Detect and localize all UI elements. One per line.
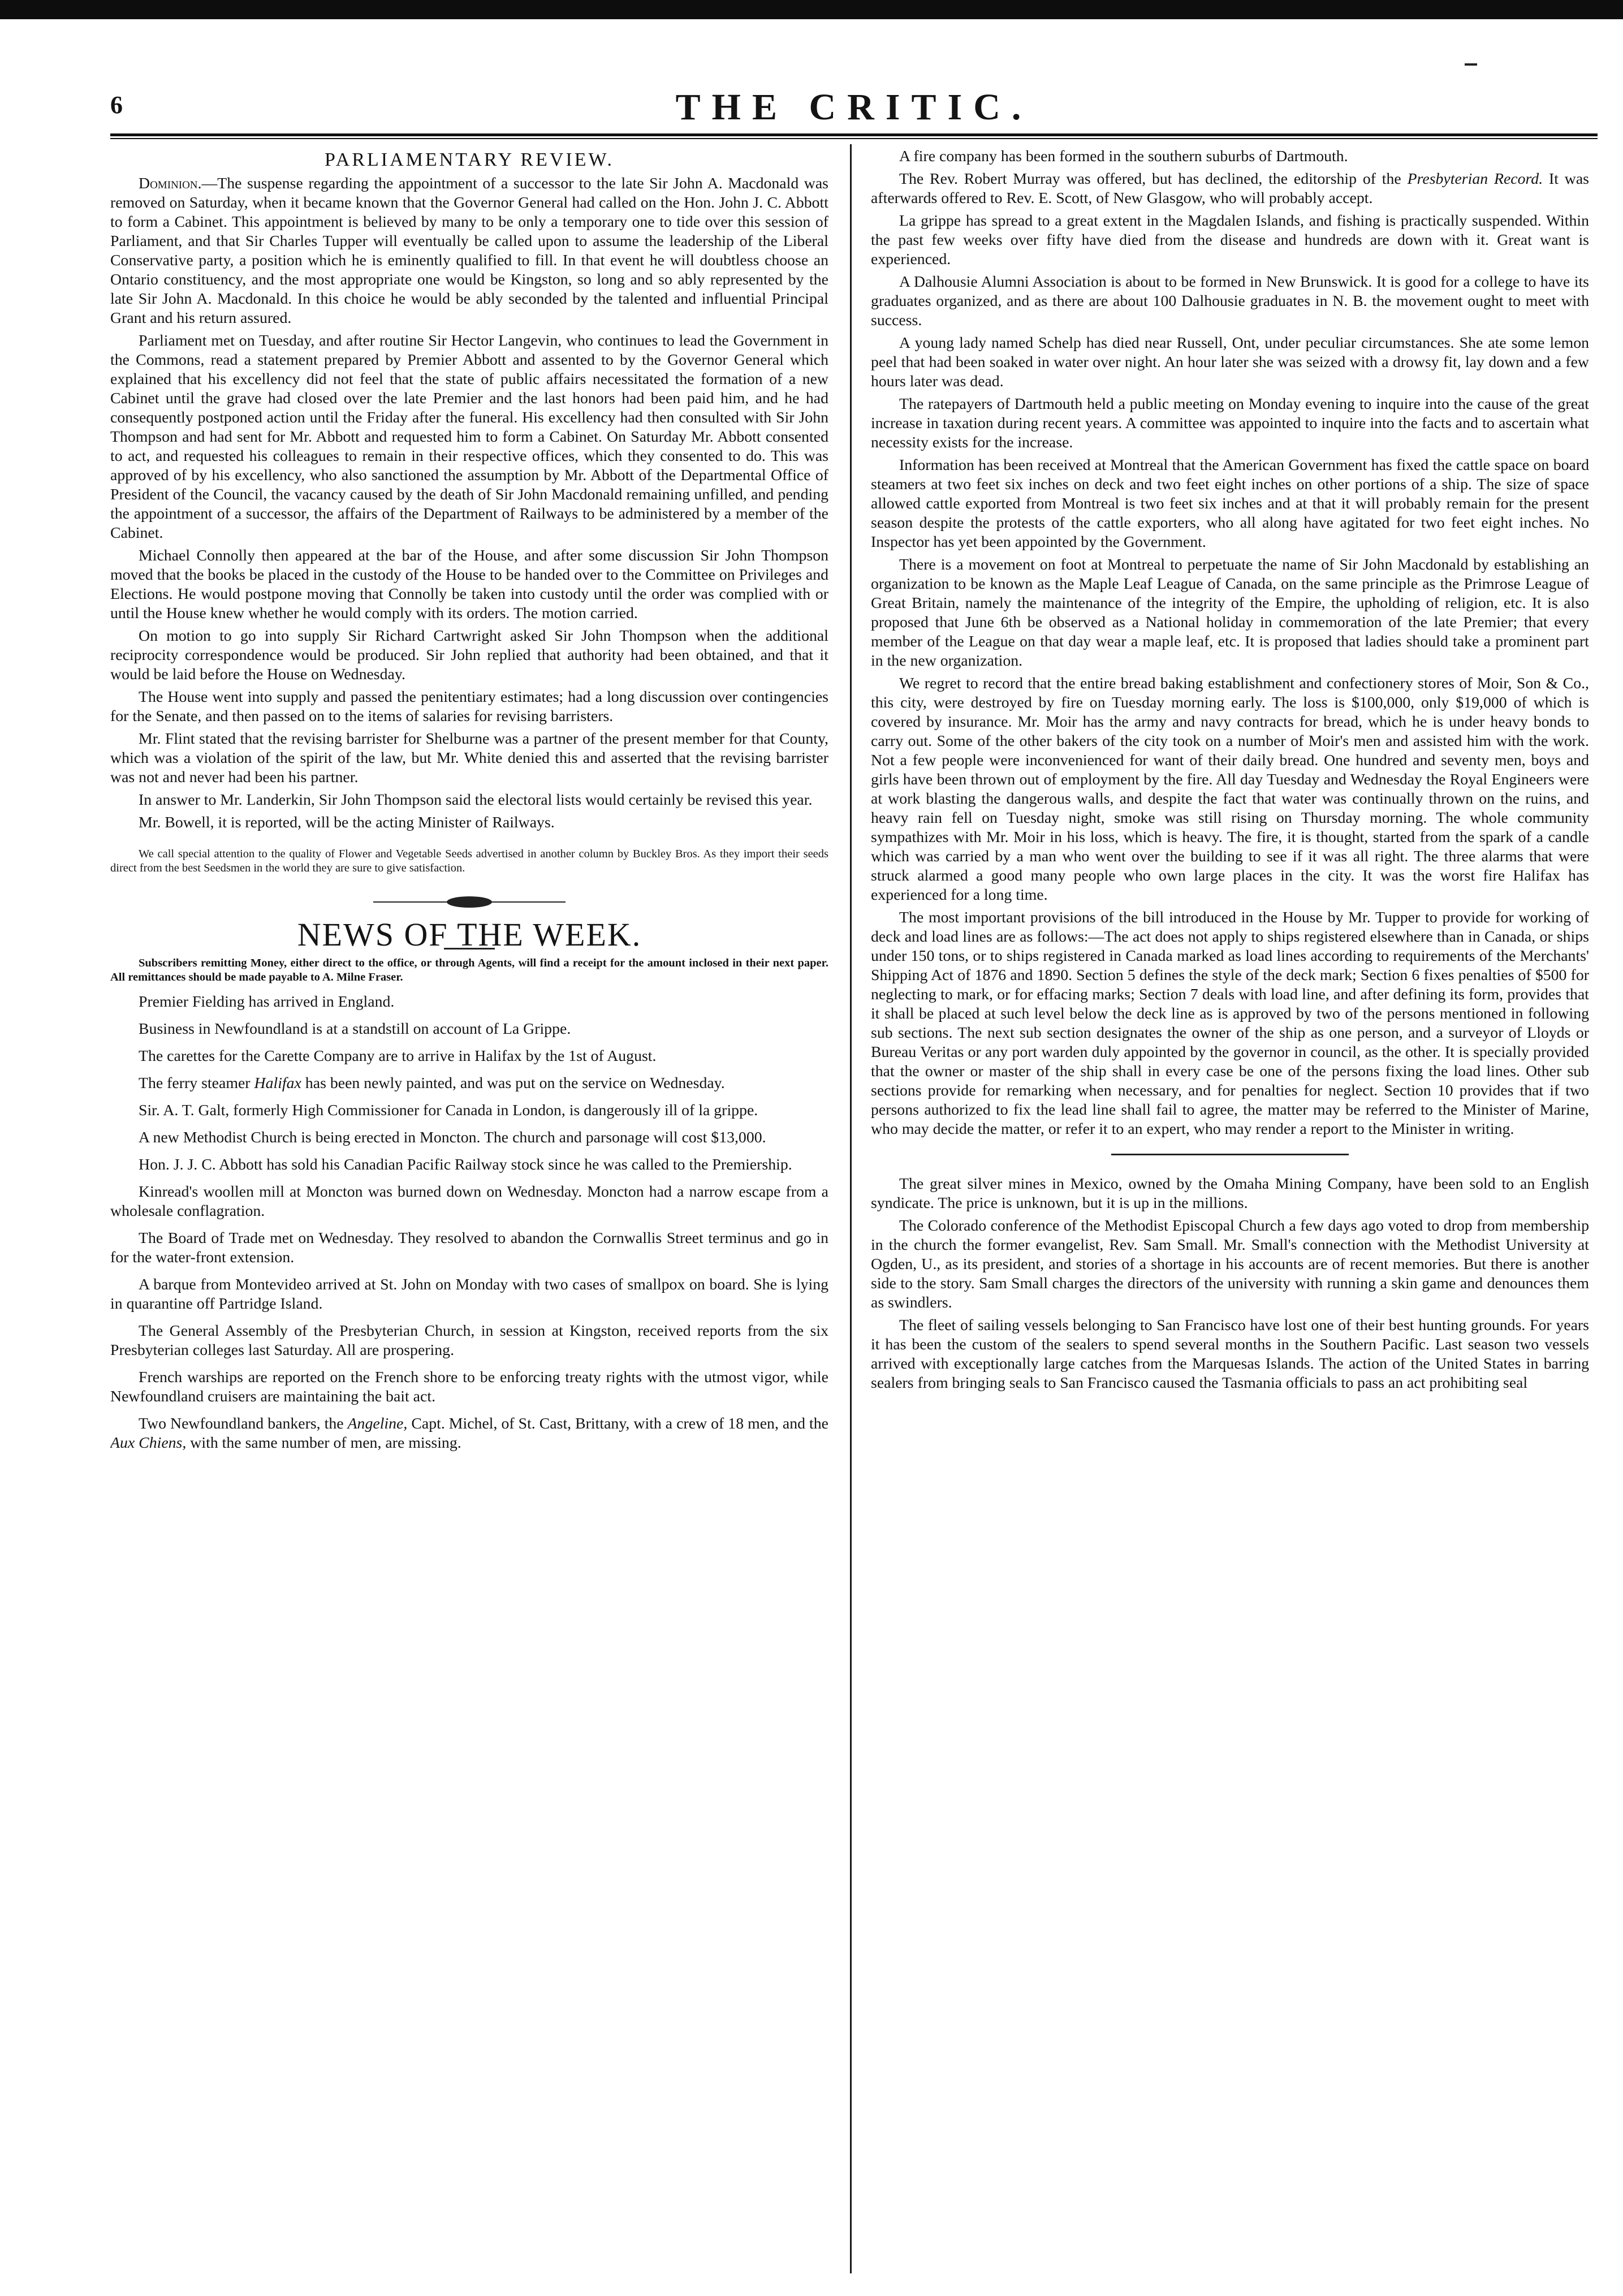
news-item: Kinread's woollen mill at Moncton was burned down on Wednesday. Moncton had a narrow escape from a wholesale conflagration. (110, 1183, 828, 1220)
news-item: A barque from Montevideo arrived at St. John on Monday with two cases of smallpox on board. She is lying in quarantine off Partridge Island. (110, 1276, 828, 1313)
news-item: Sir. A. T. Galt, formerly High Commissioner for Canada in London, is dangerously ill of la grippe. (139, 1102, 758, 1119)
news-item: A young lady named Schelp has died near Russell, Ont, under peculiar circumstances. She ate some lemon peel that had been soaked in water over night. An hour later she was seized with a drowsy fit, lay down and a few hours later was dead. (871, 334, 1589, 390)
news-item: A new Methodist Church is being erected in Moncton. The church and parsonage will cost $13,000. (139, 1129, 766, 1146)
news-item: A Dalhousie Alumni Association is about to be formed in New Brunswick. It is good for a college to have its graduates organized, and as there are about 100 Dalhousie graduates in N. B. the movement ought to meet with success. (871, 273, 1589, 329)
news-item: The ferry steamer Halifax has been newly painted, and was put on the service on Wednesday. (139, 1074, 725, 1092)
news-item: Two Newfoundland bankers, the Angeline, Capt. Michel, of St. Cast, Brittany, with a crew of 18 men, and the Aux Chiens, with the same number of men, are missing. (110, 1415, 828, 1452)
news-item: Information has been received at Montreal that the American Government has fixed the cattle space on board steamers at two feet six inches on deck and two feet eight inches on other portions of a ship. The size of space allowed cattle exported from Montreal is two feet six inches and at that it will probably remain for the present season despite the protests of the cattle exporters, who all along have agitated for two feet eight inches. No Inspector has yet been appointed by the Government. (871, 456, 1589, 551)
news-item: The most important provisions of the bill introduced in the House by Mr. Tupper to provide for working of deck and load lines are as follows:—The act does not apply to ships registered elsewhere than in Canada, or ships under 150 tons, or to ships registered in Canada marked as load lines according to requirements of the Merchants' Shipping Act of 1876 and 1890. Section 5 defines the style of the deck mark; Section 6 fixes penalties of $500 for neglecting to mark, or for effacing marks; Section 7 deals with load line, and after defining its form, provides that it shall be placed at such level below the deck line as is approved by two of the persons mentioned in following sub sections. The next sub section designates the owner of the ship as one person, and a surveyor of Lloyds or Bureau Veritas or any port warden duly appointed by the governor in council, as the other. It is specially provided that the owner or master of the ship shall in every case be one of the persons fixing the load lines. Other sub sections provide for remarking when necessary, and for penalties for neglect. Section 10 provides that if two persons authorized to fix the lead line shall fail to agree, the matter may be referred to the Minister of Marine, who may decide the matter, or refer it to an expert, who may render a report to the Minister in writing. (871, 909, 1589, 1138)
scan-top-border (0, 0, 1623, 19)
article-paragraph: On motion to go into supply Sir Richard Cartwright asked Sir John Thompson when the additional reciprocity correspondence would be produced. Sir John replied that authority had been obtained, and that it would be laid before the House on Wednesday. (110, 627, 828, 683)
column-divider (850, 144, 852, 2273)
section-title-parliamentary-review: PARLIAMENTARY REVIEW. (325, 149, 614, 170)
ornamental-divider (373, 896, 566, 908)
news-item: Business in Newfoundland is at a standstill on account of La Grippe. (139, 1020, 571, 1038)
masthead (110, 79, 1598, 136)
scan-mark (1465, 63, 1477, 66)
subscribers-notice: Subscribers remitting Money, either direct to the office, or through Agents, will find a receipt for the amount inclosed in their next paper. All remittances should be made payable to A. Milne Fraser. (110, 957, 828, 983)
news-item: We regret to record that the entire bread baking establishment and confectionery stores of Moir, Son & Co., this city, were destroyed by fire on Tuesday morning early. The loss is $100,000, only $19,000 of which is covered by insurance. Mr. Moir has the army and navy contracts for bread, which he is under heavy bonds to carry out. Some of the other bakers of the city took on a number of Moir's men and assisted him with the work. Not a few people were inconvenienced for want of their daily bread. One hundred and seventy men, boys and girls have been thrown out of employment by the fire. All day Tuesday and Wednesday the Royal Engineers were at work blasting the dangerous walls, and despite the fact that water was continually thrown on the ruins, and heavy rain fell on Tuesday night, smoke was still rising on Thursday morning. The whole community sympathizes with Mr. Moir in his loss, which is heavy. The fire, it is thought, started from the spark of a candle which was carried by a man who went over the building to see if it was all right. The three alarms that were struck alarmed a good many people who own large places in the city. It was the worst fire Halifax has experienced for a long time. (871, 675, 1589, 904)
article-paragraph: In answer to Mr. Landerkin, Sir John Thompson said the electoral lists would certainly be revised this year. (139, 791, 813, 809)
seeds-notice: We call special attention to the quality of Flower and Vegetable Seeds advertised in another column by Buckley Bros. As they import their seeds direct from the best Seedsmen in the world they are sure to give satisfaction. (110, 848, 828, 874)
news-item: The ratepayers of Dartmouth held a public meeting on Monday evening to inquire into the cause of the great increase in taxation during recent years. A committee was appointed to inquire into the facts and to ascertain what necessity exists for the increase. (871, 395, 1589, 451)
right-column (871, 147, 1589, 2273)
news-item: The fleet of sailing vessels belonging to San Francisco have lost one of their best hunting grounds. For years it has been the custom of the sealers to spend several months in the Southern Pacific. Last season two vessels arrived with exceptionally large catches from the Marquesas Islands. The action of the United States in barring sealers from bringing seals to San Francisco caused the Tasmania officials to pass an act prohibiting seal (871, 1317, 1589, 1392)
article-paragraph: Michael Connolly then appeared at the bar of the House, and after some discussion Sir John Thompson moved that the books be placed in the custody of the House to be handed over to the Committee on Privileges and Elections. He would postpone moving that Connolly be taken into custody until the order was complied with or until the House knew whether he would comply with its orders. The motion carried. (110, 547, 828, 622)
news-items (110, 992, 828, 1453)
article-paragraph: Parliament met on Tuesday, and after routine Sir Hector Langevin, who continues to lead the Government in the Commons, read a statement prepared by Premier Abbott and assented to by the Governor General which explained that his excellency did not feel that the state of public affairs necessitated the formation of a new Cabinet until the grave had closed over the late Premier and the last honors had been paid him, and he had consequently postponed action until the Friday after the funeral. His excellency had then consulted with Sir John Thompson and had sent for Mr. Abbott and requested him to form a Cabinet. On Saturday Mr. Abbott consented to act, and requested his colleagues to remain in their respective offices, which they consented to do. This was approved of by his excellency, who also sanctioned the assumption by Mr. Abbott of the Departmental Office of President of the Council, the vacancy caused by the death of Sir John Macdonald remaining unfilled, and pending the appointment of a successor, the affairs of the Department of Railways to be administered by a member of the Cabinet. (110, 332, 828, 542)
article-paragraph: The House went into supply and passed the penitentiary estimates; had a long discussion over contingencies for the Senate, and then passed on to the items of salaries for revising barristers. (110, 688, 828, 725)
news-item: The carettes for the Carette Company are to arrive in Halifax by the 1st of August. (139, 1047, 657, 1065)
lead-word: Dominion. (139, 175, 202, 192)
article-paragraph: Mr. Flint stated that the revising barrister for Shelburne was a partner of the present member for that County, which was a violation of the spirit of the law, but Mr. White denied this and asserted that the revising barrister was not and never had been his partner. (110, 730, 828, 786)
news-item: French warships are reported on the French shore to be enforcing treaty rights with the utmost vigor, while Newfoundland cruisers are maintaining the bait act. (110, 1369, 828, 1405)
news-item: La grippe has spread to a great extent in the Magdalen Islands, and fishing is practically suspended. Within the past few weeks over fifty have died from the disease and hundreds are down with it. Great want is experienced. (871, 212, 1589, 268)
masthead-rule (110, 133, 1598, 136)
section-separator (1111, 1154, 1349, 1155)
news-item: A fire company has been formed in the southern suburbs of Dartmouth. (899, 148, 1348, 165)
news-item: The Board of Trade met on Wednesday. They resolved to abandon the Cornwallis Street terminus and go in for the water-front extension. (110, 1229, 828, 1266)
journal-title: THE CRITIC. (675, 87, 1033, 128)
news-item: The Rev. Robert Murray was offered, but has declined, the editorship of the Presbyterian Record. It was afterwards offered to Rev. E. Scott, of New Glasgow, who will probably accept. (871, 170, 1589, 207)
article-paragraph: Mr. Bowell, it is reported, will be the acting Minister of Railways. (139, 814, 555, 831)
masthead-rule-thin (110, 138, 1598, 139)
news-item: The great silver mines in Mexico, owned by the Omaha Mining Company, have been sold to an English syndicate. The price is unknown, but it is up in the millions. (871, 1175, 1589, 1212)
news-item: The Colorado conference of the Methodist Episcopal Church a few days ago voted to drop from membership in the church the former evangelist, Rev. Sam Small. Mr. Small's connection with the Methodist University at Ogden, U., as its president, and stories of a shortage in his accounts are of recent memories. But there is another side to the story. Sam Small charges the directors of the university with running a skin game and denounces them as swindlers. (871, 1217, 1589, 1311)
news-item: Premier Fielding has arrived in England. (139, 993, 395, 1011)
news-item: The General Assembly of the Presbyterian Church, in session at Kingston, received reports from the six Presbyterian colleges last Saturday. All are prospering. (110, 1322, 828, 1359)
left-column (110, 147, 828, 2273)
news-item: There is a movement on foot at Montreal to perpetuate the name of Sir John Macdonald by establishing an organization to be known as the Maple Leaf League of Canada, on the same principle as the Primrose League of Great Britain, namely the maintenance of the integrity of the Empire, the upholding of religion, etc. It is also proposed that June 6th be observed as a National holiday in commemoration of the late Premier; that every member of the League on that day wear a maple leaf, etc. It is proposed that ladies should take a prominent part in the new organization. (871, 556, 1589, 670)
article-paragraph: Dominion.—The suspense regarding the appointment of a successor to the late Sir John A. Macdonald was removed on Saturday, when it became known that the Governor General had called on the Hon. John J. C. Abbott to form a Cabinet. This appointment is believed by many to be only a temporary one to tide over this session of Parliament, and that Sir Charles Tupper will eventually be called upon to assume the leadership of the Liberal Conservative party, a position which he is eminently qualified to fill. In that event he will doubtless choose an Ontario constituency, and the most appropriate one would be Kingston, so long and so ably represented by the late Sir John A. Macdonald. In this choice he would be ably seconded by the talented and influential Principal Grant and his return assured. (110, 175, 828, 327)
news-item: Hon. J. J. C. Abbott has sold his Canadian Pacific Railway stock since he was called to the Premiership. (139, 1156, 792, 1173)
section-title-news-of-the-week: NEWS OF THE WEEK. (297, 916, 642, 953)
newspaper-page (110, 79, 1598, 2273)
page-number: 6 (110, 91, 123, 119)
